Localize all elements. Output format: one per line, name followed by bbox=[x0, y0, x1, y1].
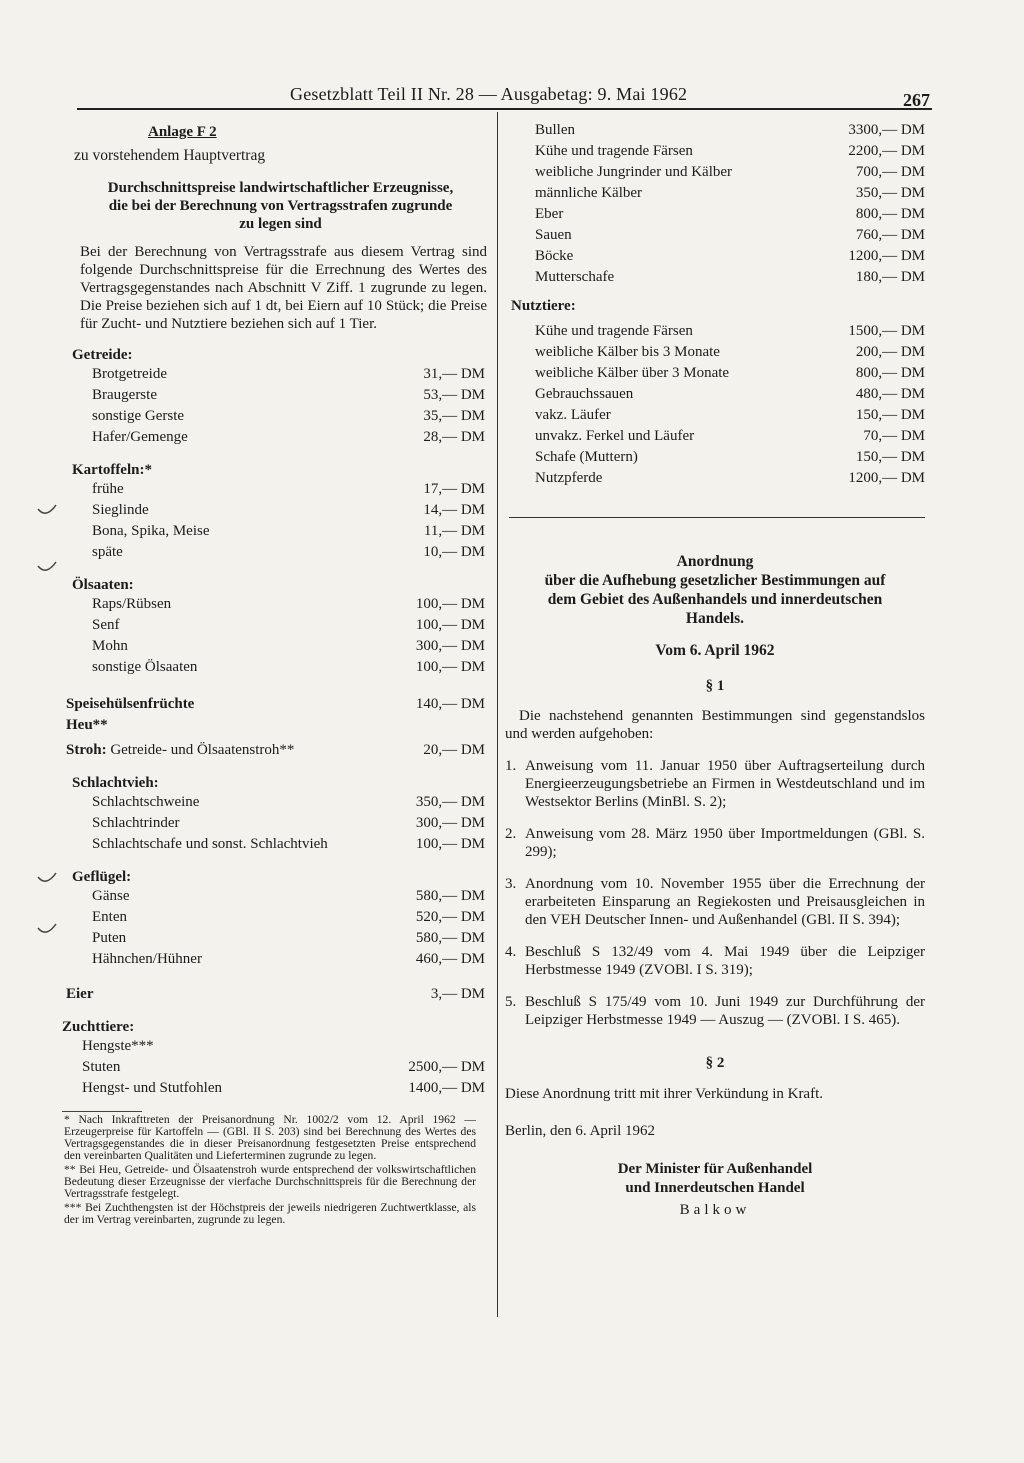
item-name: Hafer/Gemenge bbox=[92, 429, 188, 445]
item-price: 100,— DM bbox=[415, 659, 485, 675]
item-price: 580,— DM bbox=[415, 888, 485, 904]
signer-line: Der Minister für Außenhandel bbox=[617, 1161, 813, 1177]
stroh-label: Stroh: bbox=[66, 742, 107, 758]
eier-row bbox=[62, 984, 487, 1005]
item-price: 100,— DM bbox=[415, 836, 485, 852]
item-number: 2. bbox=[505, 826, 517, 842]
price-row bbox=[62, 834, 487, 855]
section-1-text: Die nachstehend genannten Bestimmungen sind gegenstandslos und werden aufgehoben: bbox=[505, 708, 925, 742]
price-row bbox=[62, 615, 487, 636]
item-price: 1200,— DM bbox=[848, 470, 925, 486]
decree-title-line: dem Gebiet des Außenhandels und innerdeutschen bbox=[547, 591, 883, 608]
price-row bbox=[505, 447, 925, 468]
item-price: 1400,— DM bbox=[408, 1080, 485, 1096]
zucht-group bbox=[62, 1019, 487, 1099]
section-2-heading: § 2 bbox=[705, 1055, 725, 1071]
item-name: Böcke bbox=[535, 248, 574, 264]
heading-line: Durchschnittspreise landwirtschaftlicher Erzeugnisse, bbox=[107, 180, 454, 196]
item-price: 300,— DM bbox=[415, 815, 485, 831]
annex-title: Anlage F 2 bbox=[148, 124, 217, 140]
decree-title bbox=[505, 552, 925, 628]
item-price: 3,— DM bbox=[430, 986, 485, 1002]
group-title: Getreide: bbox=[72, 347, 133, 363]
item-price: 35,— DM bbox=[423, 408, 485, 424]
price-row bbox=[505, 162, 925, 183]
price-groups bbox=[62, 347, 487, 678]
item-price: 520,— DM bbox=[415, 909, 485, 925]
item-name: frühe bbox=[92, 481, 124, 497]
item-name: Sieglinde bbox=[92, 502, 149, 518]
item-name: Hengste*** bbox=[82, 1038, 154, 1054]
item-name: Hähnchen/Hühner bbox=[92, 951, 202, 967]
item-price: 200,— DM bbox=[855, 344, 925, 360]
item-name: Mohn bbox=[92, 638, 128, 654]
item-price: 100,— DM bbox=[415, 617, 485, 633]
repealed-item bbox=[505, 825, 925, 861]
item-name: vakz. Läufer bbox=[535, 407, 611, 423]
price-row bbox=[62, 657, 487, 678]
item-name: Nutzpferde bbox=[535, 470, 603, 486]
item-price: 3300,— DM bbox=[848, 122, 925, 138]
item-price: 700,— DM bbox=[855, 164, 925, 180]
heu-label: Heu** bbox=[66, 717, 108, 733]
header-rule bbox=[77, 108, 932, 110]
item-name: männliche Kälber bbox=[535, 185, 643, 201]
decree-title-line: Handels. bbox=[685, 610, 745, 627]
price-row bbox=[62, 1078, 487, 1099]
item-name: Gebrauchssauen bbox=[535, 386, 634, 402]
place-date: Berlin, den 6. April 1962 bbox=[505, 1123, 655, 1139]
item-price: 460,— DM bbox=[415, 951, 485, 967]
repealed-item bbox=[505, 875, 925, 929]
item-name: Brotgetreide bbox=[92, 366, 167, 382]
price-row bbox=[62, 427, 487, 448]
group-title: Nutztiere: bbox=[511, 298, 576, 314]
price-row bbox=[62, 500, 487, 521]
decree-date: Vom 6. April 1962 bbox=[655, 642, 775, 659]
item-price: 28,— DM bbox=[423, 429, 485, 445]
group-title: Zuchttiere: bbox=[62, 1019, 135, 1035]
item-name: sonstige Gerste bbox=[92, 408, 185, 424]
item-text: Anweisung vom 28. März 1950 über Importmeldungen (GBl. S. 299); bbox=[525, 826, 925, 860]
item-price: 2200,— DM bbox=[848, 143, 925, 159]
price-group bbox=[62, 869, 487, 970]
item-name: weibliche Kälber über 3 Monate bbox=[535, 365, 730, 381]
repealed-item bbox=[505, 993, 925, 1029]
item-name: Eber bbox=[535, 206, 564, 222]
item-price: 150,— DM bbox=[855, 449, 925, 465]
item-name: Speisehülsenfrüchte bbox=[66, 696, 195, 712]
item-name: Enten bbox=[92, 909, 127, 925]
price-row bbox=[505, 405, 925, 426]
price-row bbox=[505, 267, 925, 288]
item-name: Schafe (Muttern) bbox=[535, 449, 638, 465]
item-name: Sauen bbox=[535, 227, 572, 243]
footnote: *** Bei Zuchthengsten ist der Höchstpreis der jeweils niedrigeren Zuchtwertklasse, als der im Vertrag vereinbarten, zugrunde zu legen. bbox=[64, 1201, 476, 1226]
section-2-text: Diese Anordnung tritt mit ihrer Verkündung in Kraft. bbox=[505, 1086, 824, 1102]
item-name: Schlachtrinder bbox=[92, 815, 180, 831]
price-row bbox=[62, 364, 487, 385]
item-name: Schlachtschweine bbox=[92, 794, 200, 810]
item-price: 31,— DM bbox=[423, 366, 485, 382]
price-row bbox=[62, 594, 487, 615]
footnotes bbox=[62, 1114, 487, 1226]
repealed-list bbox=[505, 757, 925, 1029]
item-price: 180,— DM bbox=[855, 269, 925, 285]
item-text: Beschluß S 132/49 vom 4. Mai 1949 über die Leipziger Herbstmesse 1949 (ZVOBl. I S. 319); bbox=[525, 944, 925, 978]
price-group bbox=[62, 775, 487, 855]
price-row bbox=[62, 949, 487, 970]
item-number: 5. bbox=[505, 994, 517, 1010]
item-price: 350,— DM bbox=[855, 185, 925, 201]
item-name: Bona, Spika, Meise bbox=[92, 523, 210, 539]
signer-line: und Innerdeutschen Handel bbox=[625, 1180, 805, 1196]
price-row bbox=[505, 321, 925, 342]
group-title: Geflügel: bbox=[72, 869, 132, 885]
signer-name: Balkow bbox=[679, 1202, 751, 1218]
checkmark-icon bbox=[36, 922, 58, 938]
item-price: 800,— DM bbox=[855, 206, 925, 222]
left-column bbox=[62, 120, 487, 1226]
price-row bbox=[505, 384, 925, 405]
price-row bbox=[62, 928, 487, 949]
item-price: 2500,— DM bbox=[408, 1059, 485, 1075]
item-price: 800,— DM bbox=[855, 365, 925, 381]
item-price: 14,— DM bbox=[423, 502, 485, 518]
stroh-row bbox=[62, 740, 487, 761]
working-animal-list bbox=[505, 321, 925, 489]
item-text: Anordnung vom 10. November 1955 über die Errechnung der erarbeiteten Einsparung an Regiekosten und Preisausgleichen in den VEH Deutscher Innen- und Außenhandel (GBl. II S. 394); bbox=[525, 876, 925, 928]
item-number: 3. bbox=[505, 876, 517, 892]
price-row bbox=[62, 521, 487, 542]
price-row bbox=[62, 1036, 487, 1057]
section-rule bbox=[509, 517, 925, 518]
item-price: 300,— DM bbox=[415, 638, 485, 654]
repealed-item bbox=[505, 943, 925, 979]
price-row bbox=[505, 363, 925, 384]
price-row bbox=[62, 907, 487, 928]
intro-paragraph: Bei der Berechnung von Vertragsstrafe aus diesem Vertrag sind folgende Durchschnittspreise für die Errechnung des Wertes des Vertragsgegenstandes nach Abschnitt V Ziff. 1 zugrunde zu legen. Die Preise beziehen sich auf 1 dt, bei Eiern auf 10 Stück; die Preise für Zucht- und Nutztiere beziehen sich auf 1 Tier. bbox=[80, 244, 487, 332]
item-price: 140,— DM bbox=[415, 696, 485, 712]
item-number: 4. bbox=[505, 944, 517, 960]
price-row bbox=[505, 246, 925, 267]
item-text: Anweisung vom 11. Januar 1950 über Auftragserteilung durch Energieerzeugungsbetriebe an Firmen in Westdeutschland und im Westsektor Berlins (MinBl. S. 2); bbox=[525, 758, 925, 810]
heading-line: die bei der Berechnung von Vertragsstrafen zugrunde bbox=[108, 198, 453, 214]
price-row bbox=[505, 426, 925, 447]
item-name: Raps/Rübsen bbox=[92, 596, 172, 612]
item-price: 70,— DM bbox=[863, 428, 925, 444]
group-title: Ölsaaten: bbox=[72, 577, 134, 593]
price-group bbox=[62, 347, 487, 448]
breeding-price-list bbox=[505, 120, 925, 288]
item-name: Senf bbox=[92, 617, 120, 633]
item-price: 150,— DM bbox=[855, 407, 925, 423]
item-name: Hengst- und Stutfohlen bbox=[82, 1080, 222, 1096]
price-row bbox=[62, 385, 487, 406]
price-row bbox=[62, 813, 487, 834]
price-row bbox=[505, 120, 925, 141]
footnote: * Nach Inkrafttreten der Preisanordnung Nr. 1002/2 vom 12. April 1962 — Erzeugerpreise für Kartoffeln — (GBl. II S. 203) sind bei Berechnung des Wertes des Vertragsgegenstandes die in dieser Preisanordnung festgesetzten Preise entsprechend den vereinbarten Qualitäten und Lieferterminen zugrunde zu legen. bbox=[64, 1113, 476, 1162]
item-price: 480,— DM bbox=[855, 386, 925, 402]
price-row bbox=[505, 183, 925, 204]
item-price bbox=[485, 1036, 487, 1057]
item-price: 1200,— DM bbox=[848, 248, 925, 264]
price-row bbox=[62, 792, 487, 813]
decree-title-line: Anordnung bbox=[676, 553, 754, 570]
footnote: ** Bei Heu, Getreide- und Ölsaatenstroh wurde entsprechend der volkswirtschaftlichen Bedeutung dieser Erzeugnisse der vierfache Durchschnittspreis für die Berechnung der Vertragsstrafe festgelegt. bbox=[64, 1163, 476, 1200]
group-title: Kartoffeln:* bbox=[72, 462, 152, 478]
price-row bbox=[62, 636, 487, 657]
annex-subtitle: zu vorstehendem Hauptvertrag bbox=[74, 147, 266, 164]
price-row bbox=[62, 1057, 487, 1078]
checkmark-icon bbox=[36, 871, 58, 887]
item-price: 53,— DM bbox=[423, 387, 485, 403]
group-title: Schlachtvieh: bbox=[72, 775, 159, 791]
item-name: weibliche Kälber bis 3 Monate bbox=[535, 344, 720, 360]
item-number: 1. bbox=[505, 758, 517, 774]
checkmark-icon bbox=[36, 560, 58, 576]
item-name: Stuten bbox=[82, 1059, 121, 1075]
price-row bbox=[62, 479, 487, 500]
page-header bbox=[270, 84, 930, 110]
price-row bbox=[505, 204, 925, 225]
speise-row bbox=[62, 694, 487, 761]
item-price: 17,— DM bbox=[423, 481, 485, 497]
repealed-item bbox=[505, 757, 925, 811]
item-price: 11,— DM bbox=[423, 523, 485, 539]
price-group bbox=[62, 577, 487, 678]
item-name: unvakz. Ferkel und Läufer bbox=[535, 428, 695, 444]
item-price: 580,— DM bbox=[415, 930, 485, 946]
item-name: Mutterschafe bbox=[535, 269, 615, 285]
item-price: 1500,— DM bbox=[848, 323, 925, 339]
footnote-rule bbox=[62, 1111, 142, 1112]
checkmark-icon bbox=[36, 503, 58, 519]
item-price: 760,— DM bbox=[855, 227, 925, 243]
item-name: Bullen bbox=[535, 122, 575, 138]
header-title: Gesetzblatt Teil II Nr. 28 — Ausgabetag: 9. Mai 1962 bbox=[290, 84, 688, 104]
page-number: 267 bbox=[903, 90, 930, 110]
item-name: Schlachtschafe und sonst. Schlachtvieh bbox=[92, 836, 328, 852]
item-text: Beschluß S 175/49 vom 10. Juni 1949 zur Durchführung der Leipziger Herbstmesse 1949 — Auszug — (ZVOBl. I S. 465). bbox=[525, 994, 925, 1028]
price-row bbox=[505, 468, 925, 489]
price-row bbox=[505, 342, 925, 363]
item-name: sonstige Ölsaaten bbox=[92, 659, 198, 675]
signer-title bbox=[505, 1160, 925, 1198]
column-divider bbox=[497, 112, 498, 1317]
item-name: Gänse bbox=[92, 888, 130, 904]
price-group bbox=[62, 462, 487, 563]
item-price: 20,— DM bbox=[423, 742, 485, 758]
item-name: weibliche Jungrinder und Kälber bbox=[535, 164, 733, 180]
item-name: Braugerste bbox=[92, 387, 157, 403]
item-name: Puten bbox=[92, 930, 127, 946]
item-name: Kühe und tragende Färsen bbox=[535, 143, 693, 159]
section-1-heading: § 1 bbox=[705, 678, 725, 694]
item-name: Kühe und tragende Färsen bbox=[535, 323, 693, 339]
price-list-heading bbox=[62, 179, 487, 233]
item-name: Getreide- und Ölsaatenstroh** bbox=[110, 742, 295, 758]
heading-line: zu legen sind bbox=[239, 216, 322, 232]
price-groups bbox=[62, 775, 487, 970]
item-name: späte bbox=[92, 544, 123, 560]
item-name: Eier bbox=[66, 986, 94, 1002]
item-price: 10,— DM bbox=[423, 544, 485, 560]
price-row bbox=[62, 886, 487, 907]
decree-title-line: über die Aufhebung gesetzlicher Bestimmungen auf bbox=[544, 572, 886, 589]
price-row bbox=[505, 141, 925, 162]
item-price: 100,— DM bbox=[415, 596, 485, 612]
right-column bbox=[505, 120, 925, 1219]
item-price: 350,— DM bbox=[415, 794, 485, 810]
price-row bbox=[505, 225, 925, 246]
price-row bbox=[62, 542, 487, 563]
price-row bbox=[62, 406, 487, 427]
